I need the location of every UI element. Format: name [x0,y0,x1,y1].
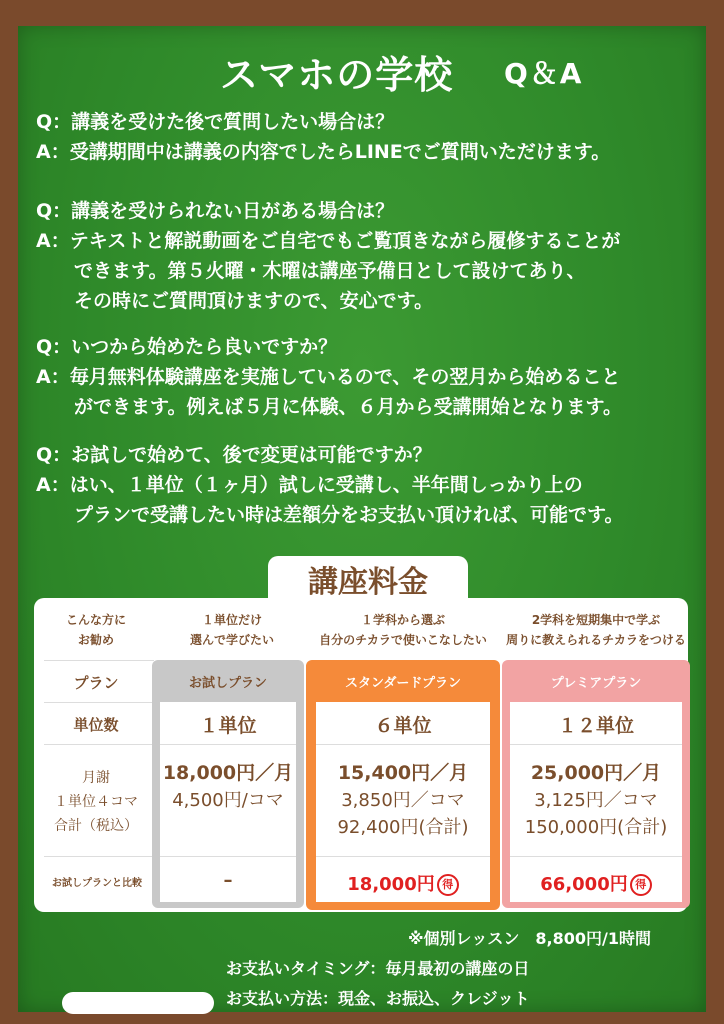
row-divider [316,856,490,857]
qa-item [36,196,620,316]
question: Q：いつから始めたら良いですか？ [36,336,338,358]
answer-line: ができます。例えば５月に体験、６月から受講開始となります。 [74,396,622,418]
plan-target: 2学科を短期集中で学ぶ 周りに教えられるチカラをつける [506,613,686,647]
row-divider [510,856,682,857]
individual-lesson: ※個別レッスン 8,800円/1時間 [408,929,651,948]
answer-line: できます。第５火曜・木曜は講座予備日として設けてあり、 [74,260,586,282]
row-label-target: こんな方に お勧め [65,613,126,647]
answer-line: その時にご質問頂けますので、安心です。 [74,290,434,312]
plan-units: １単位 [199,715,257,737]
row-label-units: 単位数 [73,716,119,734]
row-divider [44,702,154,703]
row-divider [316,744,490,745]
payment-timing: お支払いタイミング：毎月最初の講座の日 [226,959,530,978]
row-divider [510,744,682,745]
plan-target: １学科から選ぶ 自分のチカラで使いこなしたい [319,613,487,647]
pricing-title: 講座料金 [268,556,468,608]
answer-line: A：受講期間中は講義の内容でしたらLINEでご質問いただけます。 [36,141,611,163]
row-divider [160,744,296,745]
question: Q：お試しで始めて、後で変更は可能ですか？ [36,444,432,466]
row-label-fee: 月謝 １単位４コマ 合計（税込） [54,770,138,834]
page-title: スマホの学校 [220,53,454,97]
question: Q：講義を受けた後で質問したい場合は？ [36,111,395,133]
plan-fee: 18,000円／月 4,500円/コマ [162,762,294,811]
plan-name-trial: お試しプラン [188,676,267,691]
row-divider [44,660,154,661]
plan-compare: – [223,870,233,891]
question: Q：講義を受けられない日がある場合は？ [36,200,395,222]
toku-badge-icon: 得 [437,874,459,896]
plan-compare: 66,000円 得 [510,870,682,896]
row-divider [160,856,296,857]
row-label-plan: プラン [73,674,119,692]
blank-pill [62,992,214,1014]
plan-compare: 18,000円 得 [316,870,490,896]
qa-item [36,107,610,167]
plan-units: １２単位 [557,715,634,737]
plan-target: １単位だけ 選んで学びたい [189,613,274,647]
plan-fee: 15,400円／月 3,850円／コマ 92,400円(合計) [337,762,469,838]
plan-fee: 25,000円／月 3,125円／コマ 150,000円(合計) [524,762,668,838]
toku-badge-icon: 得 [630,874,652,896]
row-label-compare: お試しプランと比較 [52,878,142,889]
plan-name-premier: プレミアプラン [550,676,642,691]
plan-units: ６単位 [374,715,432,737]
row-divider [44,856,154,857]
payment-method: お支払い方法：現金、お振込、クレジット [226,989,530,1008]
answer-line: A：はい、１単位（１ヶ月）試しに受講し、半年間しっかり上の [36,474,583,496]
answer-line: A：毎月無料体験講座を実施しているので、その翌月から始めること [36,366,621,388]
qa-item [36,440,623,530]
answer-line: A：テキストと解説動画をご自宅でもご覧頂きながら履修することが [36,230,621,252]
qa-item [36,332,622,422]
page-subtitle: Q＆A [504,57,584,90]
answer-line: プランで受講したい時は差額分をお支払い頂ければ、可能です。 [74,504,624,526]
plan-name-standard: スタンダードプラン [344,676,462,691]
row-divider [44,744,154,745]
